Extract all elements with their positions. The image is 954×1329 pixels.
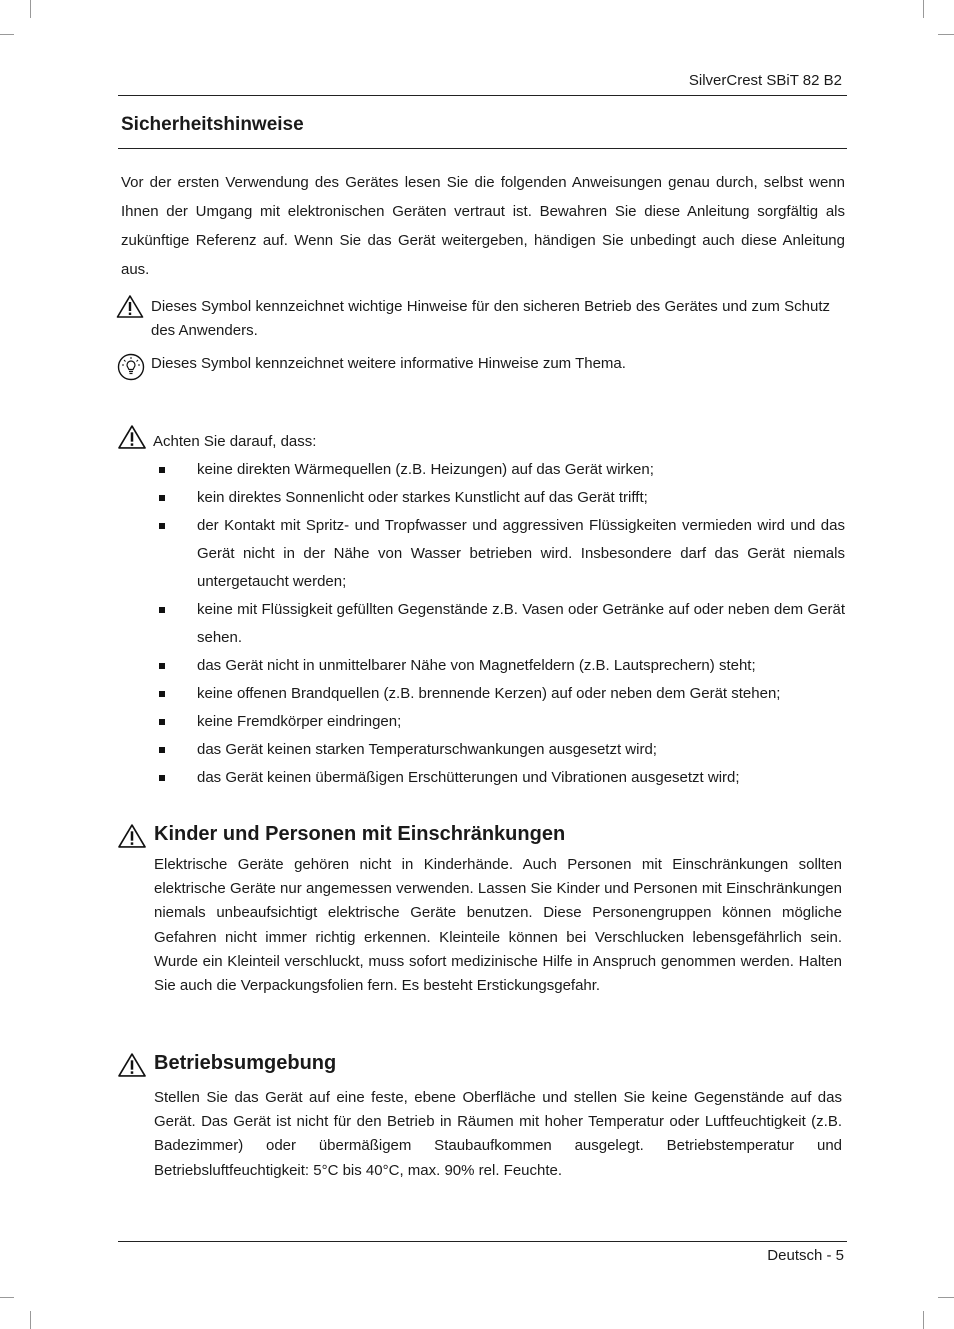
list-item: kein direktes Sonnenlicht oder starkes Kunstlicht auf das Gerät trifft;	[159, 484, 845, 512]
crop-mark	[923, 0, 924, 18]
list-item: der Kontakt mit Spritz- und Tropfwasser und aggressiven Flüssigkeiten vermieden wird und das Gerät nicht in der Nähe von Wasser betrieben wird. Insbesondere darf das Gerät niemals untergetaucht werden;	[159, 512, 845, 596]
list-item: das Gerät keinen übermäßigen Erschütterungen und Vibrationen ausgesetzt wird;	[159, 764, 845, 792]
footer-rule	[118, 1241, 847, 1242]
bullet	[159, 495, 165, 501]
bullet	[159, 663, 165, 669]
children-heading: Kinder und Personen mit Einschränkungen	[154, 823, 566, 845]
page-footer: Deutsch - 5	[767, 1247, 844, 1264]
crop-mark	[30, 0, 31, 18]
list-item: keine offenen Brandquellen (z.B. brennende Kerzen) auf oder neben dem Gerät stehen;	[159, 680, 845, 708]
bullet	[159, 691, 165, 697]
crop-mark	[0, 1297, 14, 1298]
section-heading: Sicherheitshinweise	[121, 114, 304, 135]
attention-lead: Achten Sie darauf, dass:	[153, 433, 317, 450]
header-rule	[118, 95, 847, 96]
list-item: keine mit Flüssigkeit gefüllten Gegenstände z.B. Vasen oder Getränke auf oder neben dem Gerät sehen.	[159, 596, 845, 652]
crop-mark	[923, 1311, 924, 1329]
warning-icon	[117, 1052, 147, 1078]
environment-paragraph: Stellen Sie das Gerät auf eine feste, ebene Oberfläche und stellen Sie keine Gegenstände auf das Gerät. Das Gerät ist nicht für den Betrieb in Räumen mit hoher Temperatur oder Luftfeuchtigkeit (z.B. Badezimmer) oder übermäßigem Staubaufkommen ausgelegt. Betriebstemperatur und Betriebsluftfeuchtigkeit: 5°C bis 40°C, max. 90% rel. Feuchte.	[154, 1089, 842, 1179]
crop-mark	[938, 1297, 954, 1298]
attention-list	[159, 456, 845, 792]
warning-icon	[116, 294, 144, 319]
bullet	[159, 775, 165, 781]
list-item: das Gerät keinen starken Temperaturschwankungen ausgesetzt wird;	[159, 736, 845, 764]
bullet	[159, 607, 165, 613]
bullet	[159, 719, 165, 725]
list-item: das Gerät nicht in unmittelbarer Nähe von Magnetfeldern (z.B. Lautsprechern) steht;	[159, 652, 845, 680]
page-header-title: SilverCrest SBiT 82 B2	[688, 72, 842, 89]
lightbulb-icon	[117, 353, 145, 381]
crop-mark	[30, 1311, 31, 1329]
list-item: keine direkten Wärmequellen (z.B. Heizungen) auf das Gerät wirken;	[159, 456, 845, 484]
bullet	[159, 747, 165, 753]
warning-icon	[117, 823, 147, 849]
warning-icon	[117, 424, 147, 450]
crop-mark	[0, 34, 14, 35]
intro-paragraph: Vor der ersten Verwendung des Gerätes lesen Sie die folgenden Anweisungen genau durch, selbst wenn Ihnen der Umgang mit elektronischen Geräten vertraut ist. Bewahren Sie diese Anleitung sorgfältig als zukünftige Referenz auf. Wenn Sie das Gerät weitergeben, händigen Sie unbedingt auch diese Anleitung aus.	[121, 174, 845, 278]
warning-symbol-note: Dieses Symbol kennzeichnet wichtige Hinweise für den sicheren Betrieb des Gerätes und zum Schutz des Anwenders.	[151, 298, 830, 339]
info-symbol-note: Dieses Symbol kennzeichnet weitere informative Hinweise zum Thema.	[151, 355, 626, 372]
environment-heading: Betriebsumgebung	[154, 1052, 337, 1074]
bullet	[159, 523, 165, 529]
crop-mark	[938, 34, 954, 35]
heading-rule	[118, 148, 847, 149]
bullet	[159, 467, 165, 473]
children-paragraph: Elektrische Geräte gehören nicht in Kinderhände. Auch Personen mit Einschränkungen sollten elektrische Geräte nur angemessen verwenden. Lassen Sie Kinder und Personen mit Einschränkungen niemals unbeaufsichtigt elektrische Geräte benutzen. Diese Personengruppen können mögliche Gefahren nicht immer richtig erkennen. Kleinteile können bei Verschlucken lebensgefährlich sein. Wurde ein Kleinteil verschluckt, muss sofort medizinische Hilfe in Anspruch genommen werden. Halten Sie auch die Verpackungsfolien fern. Es besteht Erstickungsgefahr.	[154, 856, 842, 995]
list-item: keine Fremdkörper eindringen;	[159, 708, 845, 736]
